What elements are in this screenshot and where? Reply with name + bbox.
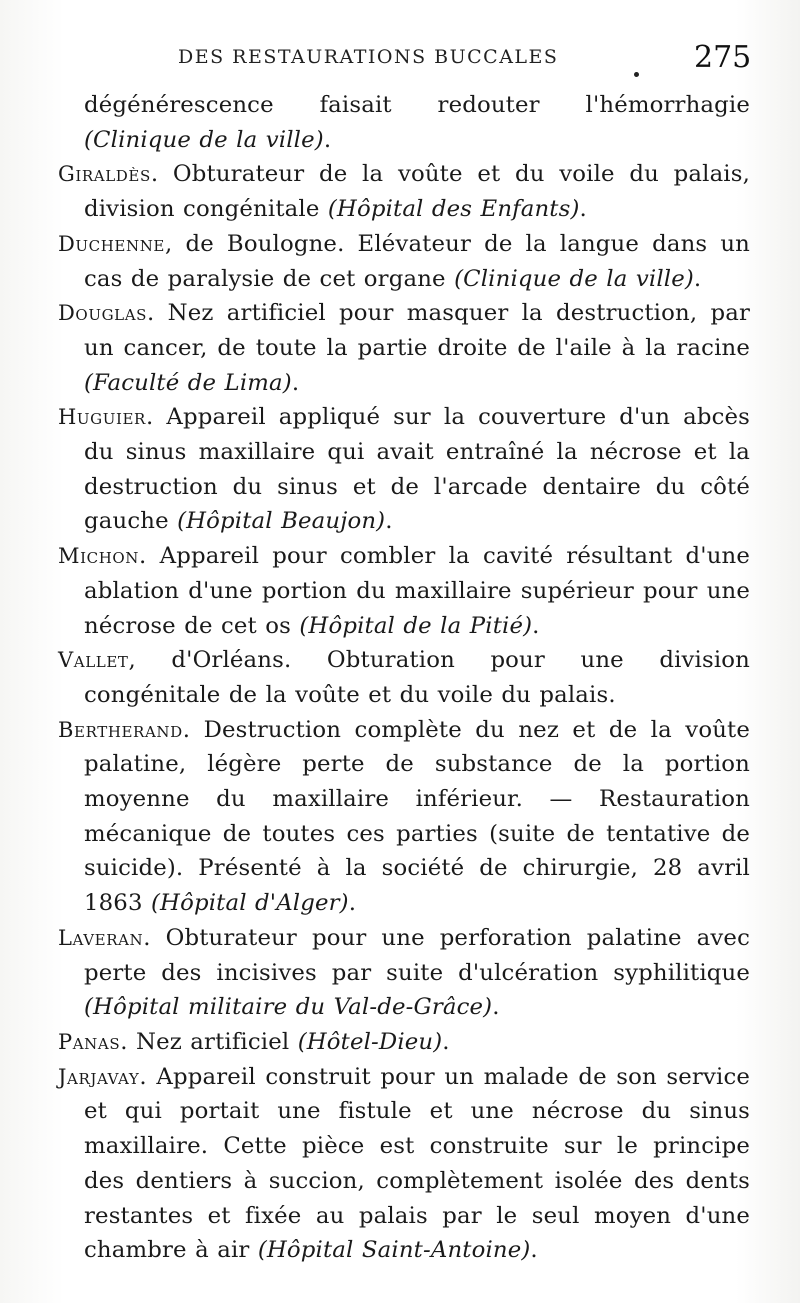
entry-end: . [532, 612, 540, 639]
entry-laveran [58, 921, 750, 1025]
entry-name: Michon [58, 544, 140, 569]
entry-name: Laveran [58, 925, 144, 950]
entry-name: Vallet [58, 648, 129, 673]
page-number: 275 [694, 40, 752, 75]
entry-text: , de Boulogne. Elévateur de la langue dans un cas de paralysie de cet organe [84, 230, 750, 292]
entry-source: (Hôtel-Dieu) [297, 1028, 443, 1055]
entry-name: Giraldès [58, 162, 151, 187]
entry-name: Panas [58, 1029, 121, 1054]
entry-end: . [492, 994, 500, 1021]
entry-text: . Appareil pour combler la cavité résultant d'une ablation d'une portion du maxillaire supérieur pour une nécrose de cet os [84, 543, 750, 639]
entry-bertherand [58, 713, 750, 921]
entry-source: (Clinique de la ville) [454, 265, 694, 292]
entry-text: . Nez artificiel pour masquer la destruction, par un cancer, de toute la partie droite de l'aile à la racine [84, 300, 750, 361]
entry-end: . [530, 1237, 538, 1264]
entry-text: . Destruction complète du nez et de la voûte palatine, légère perte de substance de la portion moyenne du maxillaire inférieur. — Restauration mécanique de toutes ces parties (suite de tentative de suicide). Présenté à la société de chirurgie, 28 avril 1863 [84, 716, 750, 917]
entry-name: Bertherand [58, 717, 183, 742]
entry-text: . Appareil construit pour un malade de son service et qui portait une fistule et une nécrose du sinus maxillaire. Cette pièce est construite sur le principe des dentiers à succion, complètement isolée des dents restantes et fixée au palais par le seul moyen d'une chambre à air [84, 1063, 750, 1264]
entry-text: dégénérescence faisait redouter l'hémorrhagie [84, 92, 750, 118]
entry-source: (Hôpital Beaujon) [177, 508, 386, 535]
entry-huguier [58, 400, 750, 539]
entry-vallet [58, 643, 750, 712]
entry-name: Duchenne [58, 231, 165, 256]
entry-source: (Faculté de Lima) [84, 369, 292, 396]
entry-name: Huguier [58, 405, 146, 430]
entry-continuation [58, 88, 750, 157]
entry-end: . [579, 196, 587, 223]
entry-end: . [348, 890, 357, 917]
entry-text: , d'Orléans. Obturation pour une division congénitale de la voûte et du voile du palais. [84, 647, 750, 708]
entry-name: Jarjavay [58, 1064, 140, 1089]
running-title: DES RESTAURATIONS BUCCALES [178, 46, 559, 68]
ink-dot [634, 72, 639, 77]
entry-giraldes [58, 157, 750, 226]
entry-source: (Hôpital des Enfants) [327, 196, 580, 223]
page-body [58, 88, 750, 1268]
entry-duchenne [58, 227, 750, 296]
entry-source: (Hôpital d'Alger) [151, 890, 349, 917]
entry-text: . Obturateur pour une perforation palatine avec perte des incisives par suite d'ulcération syphilitique [84, 924, 750, 986]
entry-douglas [58, 296, 750, 400]
entry-end: . [291, 369, 300, 396]
entry-source: (Clinique de la ville) [84, 126, 324, 153]
entry-end: . [385, 508, 393, 535]
entry-end: . [693, 265, 702, 292]
entry-text: . Nez artificiel [120, 1028, 298, 1055]
entry-source: (Hôpital militaire du Val-de-Grâce) [84, 994, 493, 1021]
entry-end: . [323, 126, 332, 153]
entry-end: . [442, 1028, 450, 1055]
entry-source: (Hôpital de la Pitié) [299, 612, 533, 639]
entry-text: . Obturateur de la voûte et du voile du palais, division congénitale [84, 161, 750, 223]
entry-panas [58, 1025, 750, 1060]
page-header [0, 40, 800, 80]
entry-michon [58, 539, 750, 643]
entry-source: (Hôpital Saint-Antoine) [257, 1237, 531, 1264]
entry-name: Douglas [58, 301, 148, 326]
entry-text: . Appareil appliqué sur la couverture d'un abcès du sinus maxillaire qui avait entraîné la nécrose et la destruction du sinus et de l'arcade dentaire du côté gauche [84, 404, 750, 535]
entry-jarjavay [58, 1060, 750, 1268]
